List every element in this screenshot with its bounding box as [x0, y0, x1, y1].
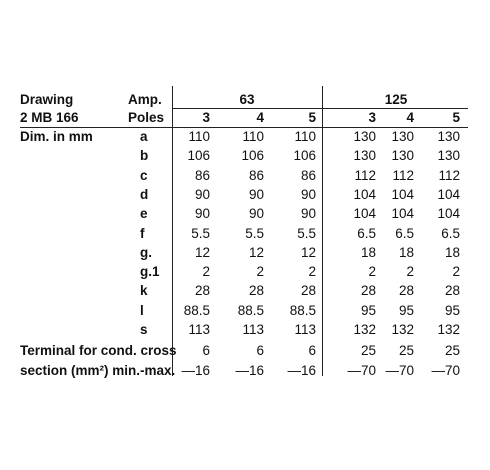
dimension-value: 104	[353, 206, 376, 222]
dimension-value: 90	[248, 206, 264, 222]
terminal-label-line1: Terminal for cond. cross	[20, 343, 177, 359]
poles-header-5: 5	[452, 110, 460, 125]
dimension-value: 110	[294, 129, 316, 144]
dimension-key-l: l	[140, 302, 144, 318]
terminal-max-value: —70	[347, 363, 376, 379]
dimension-value: 104	[391, 186, 414, 202]
poles-label: Poles	[128, 110, 165, 125]
dimension-value: 113	[188, 322, 210, 337]
dimension-value: 2	[308, 264, 316, 280]
dimension-value: 95	[360, 302, 376, 318]
dimension-value: 28	[360, 283, 376, 299]
poles-header-4: 4	[406, 110, 414, 125]
dimension-value: 2	[256, 264, 264, 280]
dimension-value: 104	[437, 206, 460, 222]
dimension-value: 12	[248, 244, 264, 260]
dimension-key-g.1: g.1	[140, 264, 160, 280]
drawing-label: Drawing	[20, 92, 74, 107]
section-label: Dim. in mm	[20, 129, 93, 144]
terminal-max-value: —70	[431, 363, 460, 379]
terminal-max-value: —70	[385, 363, 414, 379]
amp-value-125: 125	[384, 92, 408, 107]
dimension-value: 86	[300, 167, 316, 183]
dimension-value: 90	[194, 206, 210, 222]
dimension-value: 12	[194, 244, 210, 260]
dimension-value: 113	[294, 322, 316, 337]
dimension-value: 90	[300, 186, 316, 202]
dimension-value: 90	[248, 186, 264, 202]
dimension-value: 110	[242, 129, 264, 144]
dimension-key-s: s	[140, 322, 148, 337]
dimension-value: 95	[444, 302, 460, 318]
dimension-value: 110	[188, 129, 210, 144]
dimension-key-k: k	[140, 283, 148, 299]
dimension-value: 2	[406, 264, 414, 280]
terminal-min-value: 6	[256, 343, 264, 359]
dimension-value: 132	[391, 322, 414, 337]
dimension-value: 104	[437, 186, 460, 202]
dimension-value: 86	[194, 167, 210, 183]
dimension-value: 106	[187, 148, 210, 164]
terminal-min-value: 25	[360, 343, 376, 359]
terminal-min-value: 6	[202, 343, 210, 359]
dimension-value: 130	[353, 129, 376, 144]
dimension-value: 112	[392, 167, 414, 183]
dimension-value: 88.5	[183, 302, 210, 318]
dimension-key-b: b	[140, 148, 149, 164]
dimension-value: 104	[391, 206, 414, 222]
dimension-value: 88.5	[289, 302, 316, 318]
dimension-value: 90	[300, 206, 316, 222]
dimension-value: 2	[368, 264, 376, 280]
dimension-value: 130	[391, 129, 414, 144]
dimension-value: 18	[398, 244, 414, 260]
dimension-value: 113	[242, 322, 264, 337]
dimension-value: 6.5	[395, 225, 414, 241]
dimension-value: 28	[398, 283, 414, 299]
separator-mid	[322, 86, 323, 376]
dimension-value: 88.5	[237, 302, 264, 318]
amp-value-63: 63	[239, 92, 255, 107]
dimension-key-c: c	[140, 167, 148, 183]
dimension-value: 112	[354, 167, 376, 183]
poles-header-2: 5	[308, 110, 316, 125]
dimension-value: 28	[194, 283, 210, 299]
dimension-value: 2	[202, 264, 210, 280]
dimension-value: 28	[248, 283, 264, 299]
dimension-key-d: d	[140, 186, 149, 202]
terminal-max-value: —16	[181, 363, 210, 379]
poles-header-1: 4	[256, 110, 264, 125]
dimension-value: 6.5	[357, 225, 376, 241]
terminal-max-value: —16	[235, 363, 264, 379]
dimension-value: 90	[194, 186, 210, 202]
dimension-key-f: f	[140, 225, 145, 241]
dimension-value: 132	[353, 322, 376, 337]
dimension-value: 95	[398, 302, 414, 318]
dimension-value: 6.5	[441, 225, 460, 241]
terminal-min-value: 25	[444, 343, 460, 359]
amp-label: Amp.	[128, 92, 162, 107]
dimension-value: 130	[391, 148, 414, 164]
dimension-value: 104	[353, 186, 376, 202]
dimension-value: 12	[300, 244, 316, 260]
dimension-value: 130	[437, 148, 460, 164]
dimension-value: 2	[452, 264, 460, 280]
drawing-number: 2 MB 166	[20, 110, 79, 125]
dimension-value: 130	[353, 148, 376, 164]
dimension-key-a: a	[140, 129, 148, 144]
dimension-value: 5.5	[191, 225, 210, 241]
dimension-value: 132	[437, 322, 460, 337]
poles-header-3: 3	[368, 110, 376, 125]
dimension-value: 18	[444, 244, 460, 260]
dimension-key-g.: g.	[140, 244, 152, 260]
dimension-value: 86	[248, 167, 264, 183]
dimension-value: 5.5	[245, 225, 264, 241]
dimension-value: 106	[293, 148, 316, 164]
header-rule-top	[172, 108, 468, 109]
terminal-min-value: 6	[308, 343, 316, 359]
terminal-label-line2: section (mm²) min.-max.	[20, 363, 176, 379]
poles-header-0: 3	[202, 110, 210, 125]
dimension-value: 112	[438, 167, 460, 183]
dimension-key-e: e	[140, 206, 148, 222]
dimension-value: 5.5	[297, 225, 316, 241]
dimension-value: 106	[241, 148, 264, 164]
dimension-value: 28	[444, 283, 460, 299]
terminal-max-value: —16	[287, 363, 316, 379]
dimension-value: 18	[360, 244, 376, 260]
dimension-value: 130	[437, 129, 460, 144]
terminal-min-value: 25	[398, 343, 414, 359]
dimension-value: 28	[300, 283, 316, 299]
